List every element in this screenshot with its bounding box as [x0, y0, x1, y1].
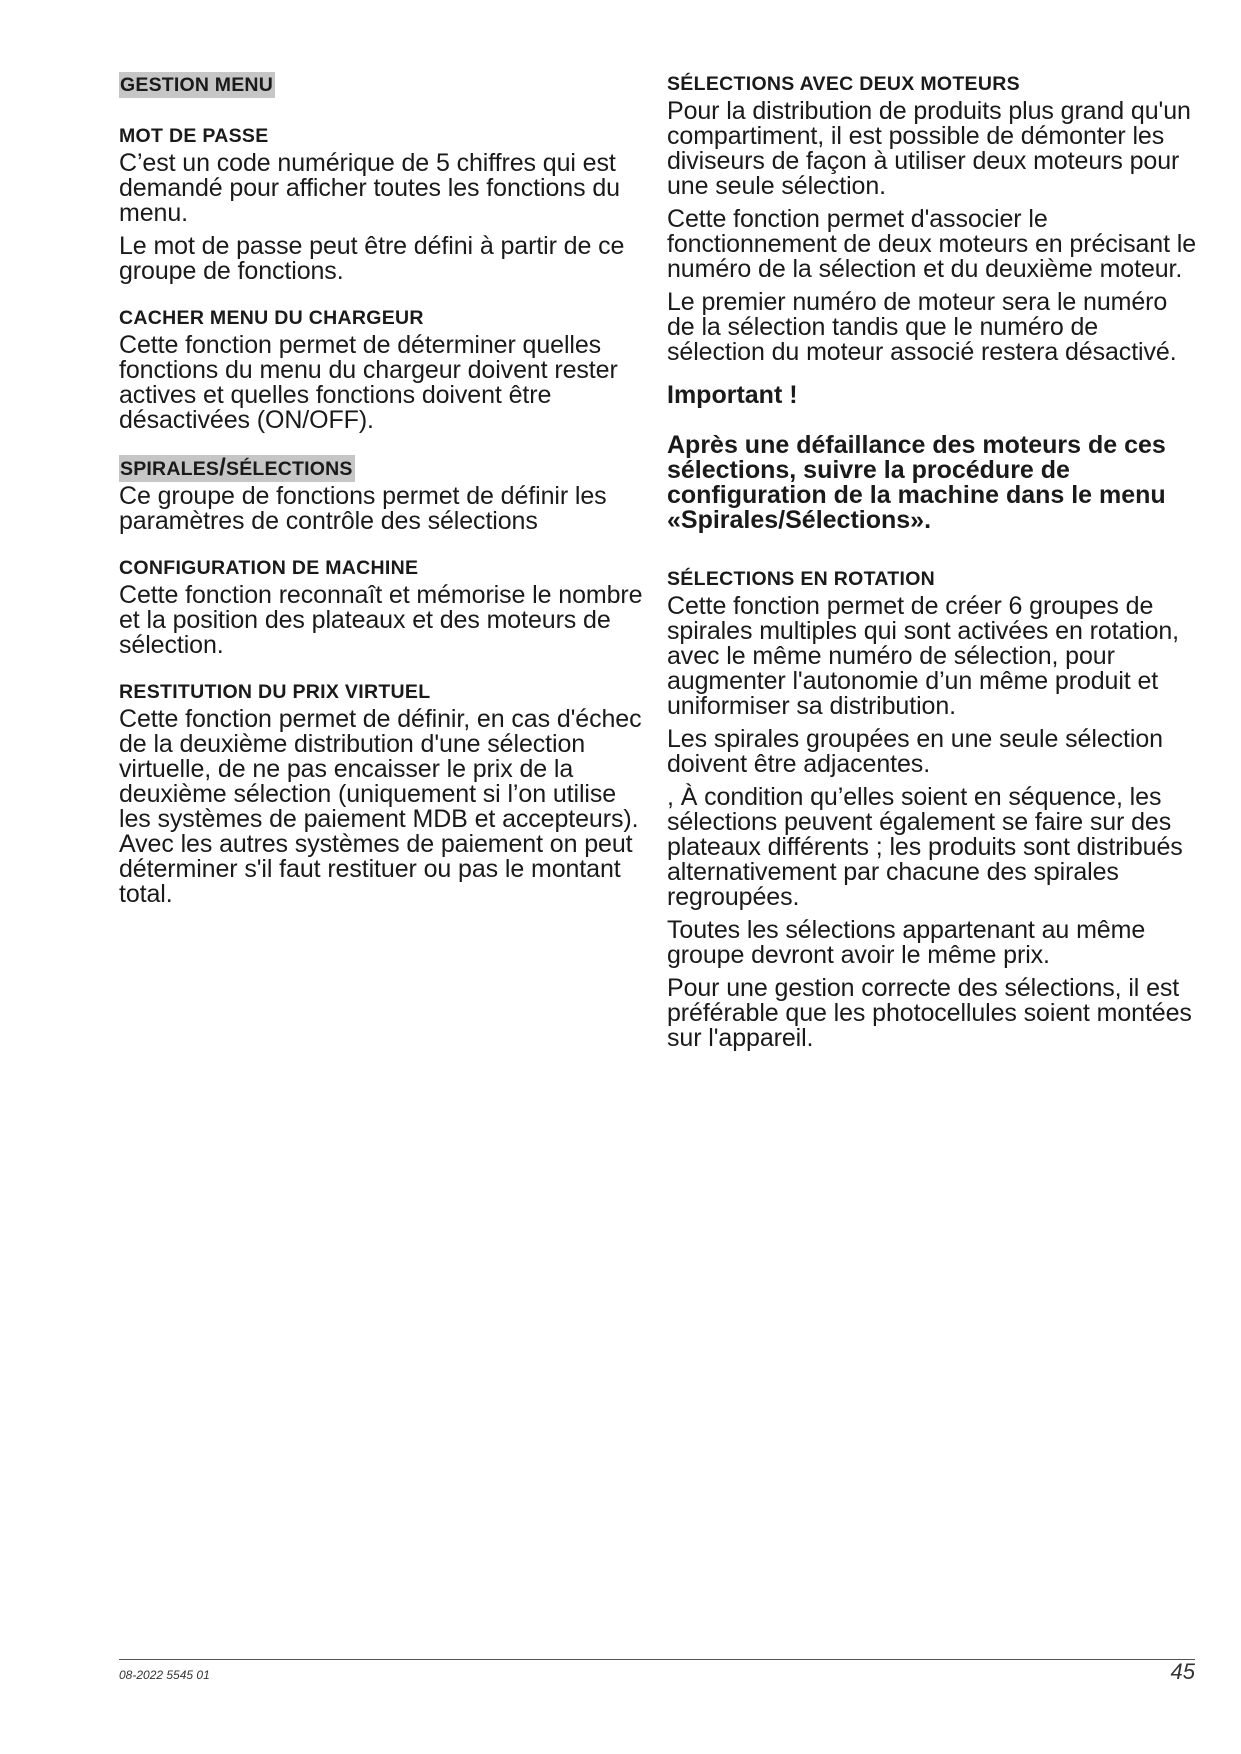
mot-de-passe-paragraph-1: C’est un code numérique de 5 chiffres qui est demandé pour afficher toutes les fonctions du menu. [119, 149, 620, 227]
important-title: Important ! [667, 381, 798, 409]
restitution-block [119, 680, 644, 907]
rotation-paragraph-5: Pour une gestion correcte des sélections, il est préférable que les photocellules soient montées sur l'appareil. [667, 974, 1192, 1052]
mot-de-passe-block [119, 124, 644, 284]
cacher-menu-block [119, 306, 644, 433]
deux-moteurs-paragraph-2: Cette fonction permet d'associer le fonctionnement de deux moteurs en précisant le numéro de la sélection et du deuxième moteur. [667, 205, 1197, 283]
restitution-paragraph: Cette fonction permet de définir, en cas d'échec de la deuxième distribution d'une sélection virtuelle, de ne pas encaisser le prix de la deuxième sélection (uniquement si l’on utilise les systèmes de paiement MDB et accepteurs). Avec les autres systèmes de paiement on peut déterminer s'il faut restituer ou pas le montant total. [119, 705, 642, 908]
restitution-heading: RESTITUTION DU PRIX VIRTUEL [119, 681, 431, 703]
section-label-gestion-menu: GESTION MENU [120, 74, 273, 96]
section-label-separator: / [219, 454, 226, 481]
footer-page-number: 45 [1170, 1659, 1195, 1684]
configuration-paragraph: Cette fonction reconnaît et mémorise le nombre et la position des plateaux et des moteurs de sélection. [119, 581, 643, 659]
mot-de-passe-paragraph-2: Le mot de passe peut être défini à partir de ce groupe de fonctions. [119, 232, 625, 285]
rotation-paragraph-1: Cette fonction permet de créer 6 groupes de spirales multiples qui sont activées en rotation, avec le même numéro de sélection, pour augmenter l'autonomie d’un même produit et uniformiser sa distribution. [667, 592, 1180, 720]
rotation-paragraph-3: , À condition qu’elles soient en séquence, les sélections peuvent également se faire sur des plateaux différents ; les produits sont distribués alternativement par chacune des spirales regroupées. [667, 783, 1183, 911]
rotation-heading: SÉLECTIONS EN ROTATION [667, 568, 936, 590]
rotation-block [667, 567, 1197, 1051]
rotation-paragraph-4: Toutes les sélections appartenant au même groupe devront avoir le même prix. [667, 916, 1146, 969]
footer-divider [119, 1659, 1195, 1660]
configuration-heading: CONFIGURATION DE MACHINE [119, 557, 419, 579]
spirales-intro-paragraph: Ce groupe de fonctions permet de définir les paramètres de contrôle des sélections [119, 482, 607, 535]
mot-de-passe-heading: MOT DE PASSE [119, 125, 269, 147]
cacher-menu-heading: CACHER MENU DU CHARGEUR [119, 307, 424, 329]
right-column [667, 72, 1197, 1073]
configuration-block [119, 556, 644, 658]
section-label-spirales-selections [119, 455, 355, 482]
deux-moteurs-block [667, 72, 1197, 365]
left-column [119, 72, 644, 929]
spirales-intro-block [119, 484, 644, 534]
section-label-selections: SÉLECTIONS [226, 458, 353, 480]
section-label-spirales: SPIRALES [120, 458, 220, 480]
deux-moteurs-heading: SÉLECTIONS AVEC DEUX MOTEURS [667, 73, 1020, 95]
deux-moteurs-paragraph-1: Pour la distribution de produits plus grand qu'un compartiment, il est possible de démonter les diviseurs de façon à utiliser deux moteurs pour une seule sélection. [667, 97, 1191, 200]
deux-moteurs-paragraph-3: Le premier numéro de moteur sera le numéro de la sélection tandis que le numéro de sélection du moteur associé restera désactivé. [667, 288, 1177, 366]
footer-document-code: 08-2022 5545 01 [119, 1668, 210, 1682]
cacher-menu-paragraph: Cette fonction permet de déterminer quelles fonctions du menu du chargeur doivent rester actives et quelles fonctions doivent être désactivées (ON/OFF). [119, 331, 618, 434]
rotation-paragraph-2: Les spirales groupées en une seule sélection doivent être adjacentes. [667, 725, 1163, 778]
important-text: Après une défaillance des moteurs de ces sélections, suivre la procédure de configuration de la machine dans le menu «Spirales/Sélections». [667, 431, 1166, 534]
